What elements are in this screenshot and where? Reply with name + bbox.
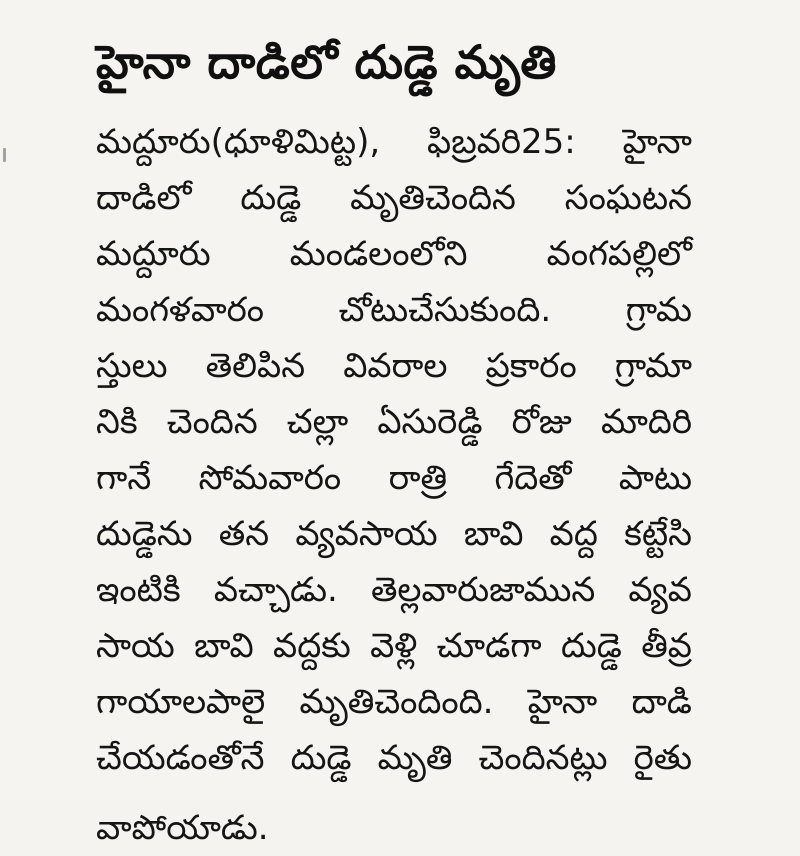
article-word: మద్దూరు(ధూళిమిట్ట), — [96, 122, 381, 162]
article-line — [96, 450, 692, 506]
article-word: వివరాల — [343, 346, 448, 386]
article-word: మంగళవారం — [96, 290, 264, 330]
article-word: స్తులు — [96, 346, 168, 386]
article-word: గానే — [96, 458, 152, 498]
article-word: మృతి — [377, 738, 453, 778]
article-word: మృతిచెందింది. — [299, 682, 494, 722]
article-line — [96, 730, 692, 786]
article-word: వెళ్లి — [370, 626, 418, 666]
article-line — [96, 786, 692, 848]
article-word: గ్రామ — [625, 290, 692, 330]
article-line — [96, 618, 692, 674]
article-word: వాపోయాడు. — [96, 808, 269, 848]
article-body — [96, 114, 692, 848]
article-word: నికి — [96, 402, 138, 442]
article-word: దాడిలో — [96, 178, 192, 218]
article-word: వద్దకు — [273, 626, 351, 666]
article-word: ఫిబ్రవరి25: — [427, 122, 576, 162]
article-line — [96, 114, 692, 170]
previous-article-fragment — [268, 0, 488, 8]
article-line — [96, 394, 692, 450]
article-word: రైతు — [633, 738, 692, 778]
article-line — [96, 674, 692, 730]
article-word: సోమవారం — [198, 458, 342, 498]
article-line — [96, 506, 692, 562]
article-word: తెల్లవారుజామున — [370, 570, 596, 610]
article-word: చెందినట్లు — [478, 738, 608, 778]
article-word: పాటు — [618, 458, 692, 498]
article-word: చోటుచేసుకుంది. — [338, 290, 552, 330]
article-word: బావి — [463, 514, 524, 554]
article-headline: హైనా దాడిలో దుడ్డె మృతి — [96, 35, 557, 89]
article-word: బావి — [194, 626, 254, 666]
article-word: సాయ — [96, 626, 175, 666]
article-word: తెలిపిన — [205, 346, 306, 386]
article-word: చేయడంతోనే — [96, 738, 265, 778]
article-word: దుడ్డె — [240, 178, 302, 218]
article-word: వ్యవ — [628, 570, 692, 610]
article-word: హైనా — [622, 122, 692, 162]
article-word: వద్ద — [549, 514, 598, 554]
article-word: రోజు — [511, 402, 572, 442]
article-word: తన — [218, 514, 270, 554]
article-word: దుడ్డెను — [96, 514, 193, 554]
article-word: మాదిరి — [600, 402, 692, 442]
article-word: దాడి — [631, 682, 692, 722]
article-word: సంఘటన — [564, 178, 692, 218]
article-line — [96, 282, 692, 338]
article-word: ఏసురెడ్డి — [377, 402, 483, 442]
article-word: మృతిచెందిన — [350, 178, 516, 218]
article-word: గేదెతో — [494, 458, 572, 498]
article-word: చూడగా — [436, 626, 542, 666]
article-word: వచ్చాడు. — [213, 570, 338, 610]
article-word: హైనా — [527, 682, 598, 722]
article-word: గాయాలపాలై — [96, 682, 266, 722]
adjacent-column-edge — [0, 0, 14, 800]
article-word: కట్టేసి — [624, 514, 692, 554]
article-word: ఇంటికి — [96, 570, 181, 610]
article-word: వంగపల్లిలో — [546, 234, 692, 274]
article-word: మద్దూరు — [96, 234, 211, 274]
article-word: దుడ్డె — [560, 626, 622, 666]
article-word: తీవ్ర — [641, 626, 692, 666]
article-line — [96, 226, 692, 282]
article-line — [96, 338, 692, 394]
article-word: చెందిన — [166, 402, 258, 442]
article-word: దుడ్డె — [290, 738, 352, 778]
article-word: ప్రకారం — [485, 346, 577, 386]
article-word: రాత్రి — [388, 458, 448, 498]
article-line — [96, 562, 692, 618]
article-word: వ్యవసాయ — [295, 514, 438, 554]
article-line — [96, 170, 692, 226]
article-word: గ్రామా — [614, 346, 692, 386]
cropped-edge-mark — [3, 148, 6, 162]
article-word: చల్లా — [286, 402, 349, 442]
article-word: మండలంలోని — [289, 234, 468, 274]
